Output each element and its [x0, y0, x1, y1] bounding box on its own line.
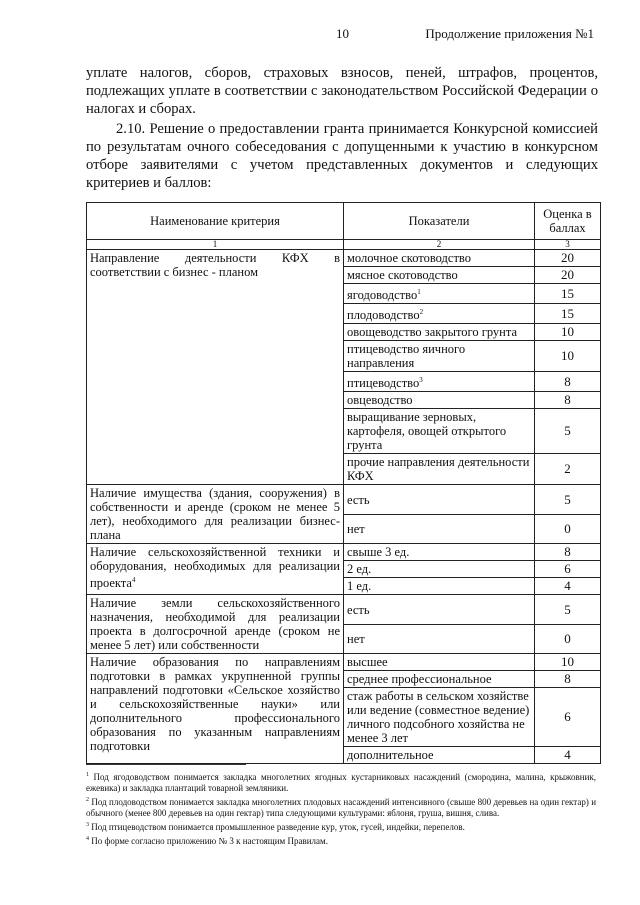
footnote: $^3$ Под птицеводством понимается промышленное разведение кур, уток, гусей, индейки, перепелов. [86, 822, 465, 832]
criteria-table-body [87, 250, 601, 764]
header-criterion: Наименование критерия [87, 203, 344, 240]
score: 0 [535, 514, 601, 544]
criterion-name: Наличие имущества (здания, сооружения) в собственности и аренде (сроком не менее 5 лет), необходимого для реализации бизнес-плана [87, 485, 344, 544]
paragraph-2-10: 2.10. Решение о предоставлении гранта принимается Конкурсной комиссией по результатам очного собеседования с допущенными к участию в конкурсном отборе заявителями с учетом представленных документов и следующих критериев и баллов: [86, 121, 598, 191]
criterion-name: Наличие земли сельскохозяйственного назначения, необходимой для реализации проекта в долгосрочной аренде (сроком не менее 5 лет) или собственности [87, 595, 344, 654]
indicator: овцеводство [344, 392, 535, 409]
score: 20 [535, 267, 601, 284]
indicator: высшее [344, 654, 535, 671]
indicator: 2 ед. [344, 561, 535, 578]
indicator: выращивание зерновых, картофеля, овощей открытого грунта [344, 409, 535, 454]
indicator: прочие направления деятельности КФХ [344, 454, 535, 485]
indicator: дополнительное [344, 747, 535, 764]
indicator: свыше 3 ед. [344, 544, 535, 561]
score: 5 [535, 595, 601, 625]
indicator: есть [344, 595, 535, 625]
score: 5 [535, 409, 601, 454]
score: 8 [535, 671, 601, 688]
indicator: нет [344, 514, 535, 544]
table-row [87, 654, 601, 671]
criterion-name: Наличие образования по направлениям подготовки в рамках укрупненной группы направлений подготовки «Сельское хозяйство и сельскохозяйственные науки» или дополнительного профессионального образования по указанным направлениям подготовки [87, 654, 344, 764]
footnote-mark: 3 [419, 376, 423, 385]
footnote-mark: 1 [417, 288, 421, 296]
indicator: ягодоводство$^1$ [344, 284, 535, 304]
indicator: птицеводство яичного направления [344, 341, 535, 372]
column-number: 3 [535, 240, 601, 250]
indicator: стаж работы в сельском хозяйстве или ведение (совместное ведение) личного подсобного хозяйства не менее 3 лет [344, 688, 535, 747]
score: 5 [535, 485, 601, 515]
score: 6 [535, 688, 601, 747]
score: 15 [535, 304, 601, 324]
score: 8 [535, 392, 601, 409]
score: 10 [535, 324, 601, 341]
footnote-mark: 2 [419, 308, 424, 317]
footnote: $^4$ По форме согласно приложению № 3 к настоящим Правилам. [86, 836, 328, 846]
criterion-name: Наличие сельскохозяйственной техники и оборудования, необходимых для реализации проекта$^4$ [87, 544, 344, 595]
score: 10 [535, 654, 601, 671]
footnote-separator [86, 764, 246, 765]
footnote-mark: 3 [86, 822, 89, 828]
indicator: мясное скотоводство [344, 267, 535, 284]
score: 8 [535, 544, 601, 561]
page-number: 10 [336, 26, 349, 41]
score: 6 [535, 561, 601, 578]
column-number: 1 [87, 240, 344, 250]
footnote: $^1$ Под ягодоводством понимается закладка многолетних ягодных кустарниковых насаждений (смородина, малина, крыжовник, ежевика) и закладка плантаций товарной земляники. [86, 772, 597, 793]
indicator: нет [344, 624, 535, 654]
score: 15 [535, 284, 601, 304]
footnote: $^2$ Под плодоводством понимается закладка многолетних плодовых насаждений интенсивного (свыше 800 деревьев на один гектар) и обычного (менее 800 деревьев на один гектар) типа следующими культурами: яблоня, груша, вишня, слива. [86, 797, 597, 818]
table-row [87, 595, 601, 625]
criterion-name: Направление деятельности КФХ в соответствии с бизнес - планом [87, 250, 344, 485]
indicator: плодоводство$^2$ [344, 304, 535, 324]
header-score: Оценка в баллах [535, 203, 601, 240]
indicator: 1 ед. [344, 578, 535, 595]
score: 0 [535, 624, 601, 654]
column-number: 2 [344, 240, 535, 250]
score: 20 [535, 250, 601, 267]
score: 8 [535, 372, 601, 392]
paragraph-continuation: уплате налогов, сборов, страховых взносов, пеней, штрафов, процентов, подлежащих уплате в соответствии с законодательством Российской Федерации о налогах и сборах. [86, 65, 598, 117]
indicator: птицеводство$^3$ [344, 372, 535, 392]
footnotes [86, 770, 596, 848]
score: 2 [535, 454, 601, 485]
score: 10 [535, 341, 601, 372]
score: 4 [535, 747, 601, 764]
running-title: Продолжение приложения №1 [425, 26, 594, 41]
indicator: среднее профессиональное [344, 671, 535, 688]
score: 4 [535, 578, 601, 595]
criteria-table [86, 202, 601, 764]
table-row [87, 485, 601, 515]
indicator: молочное скотоводство [344, 250, 535, 267]
footnote-mark: 2 [86, 797, 89, 803]
indicator: есть [344, 485, 535, 515]
footnote-mark: 1 [86, 772, 89, 778]
table-row [87, 250, 601, 267]
header-indicators: Показатели [344, 203, 535, 240]
footnote-mark: 4 [131, 576, 136, 585]
indicator: овощеводство закрытого грунта [344, 324, 535, 341]
table-row [87, 544, 601, 561]
footnote-mark: 4 [86, 836, 89, 842]
